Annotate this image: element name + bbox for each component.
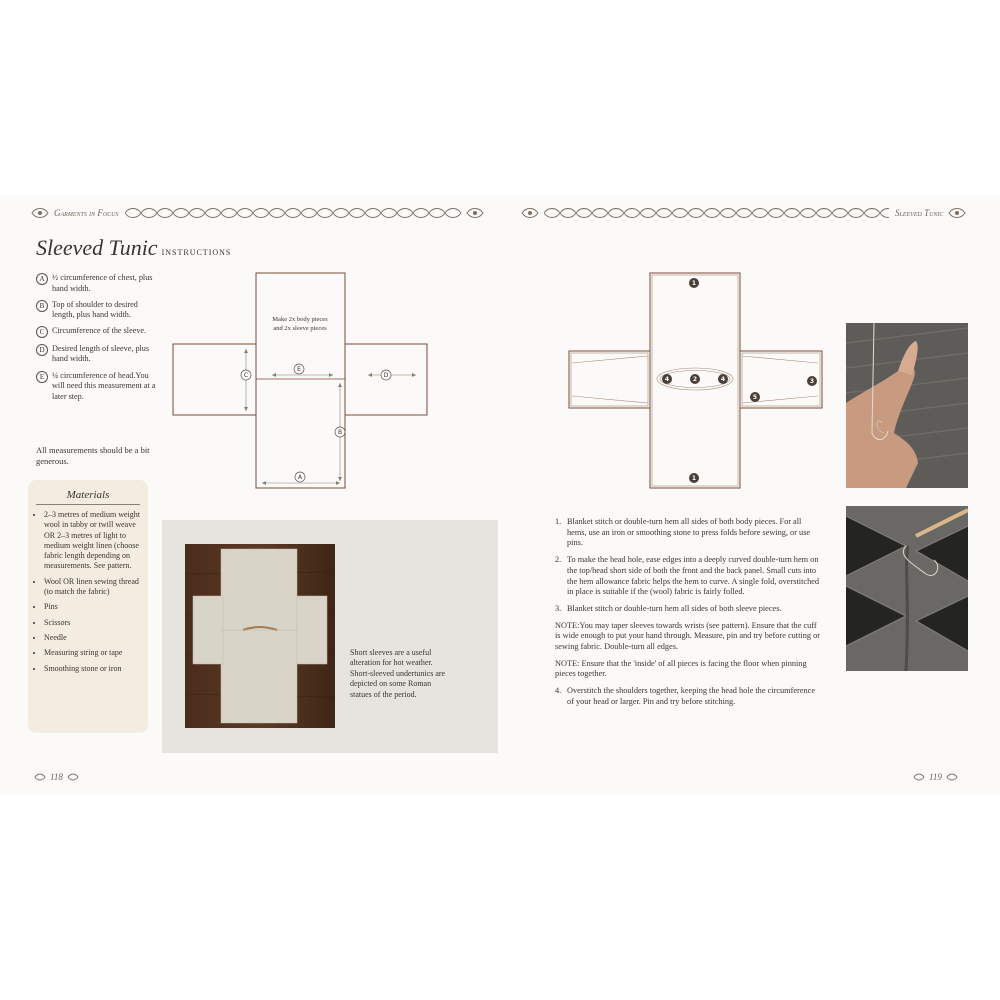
- leaf-ornament-icon: [465, 207, 485, 219]
- tunic-photo: [185, 544, 335, 728]
- left-running-header: [30, 205, 485, 221]
- label-a: A: [297, 474, 303, 481]
- label-e: E: [297, 366, 301, 373]
- step-item: [555, 555, 821, 598]
- right-running-header: [520, 205, 967, 221]
- vine-divider-icon: [125, 207, 465, 219]
- photo-panel: [162, 520, 498, 753]
- leaf-ornament-icon: [34, 773, 46, 781]
- vine-divider-icon: [544, 207, 889, 219]
- legend-text: Circumference of the sleeve.: [52, 326, 147, 336]
- materials-item: • Scissors: [44, 618, 142, 628]
- materials-list: [28, 510, 148, 674]
- step-text: Blanket stitch or double-turn hem all sides of both body pieces. For all hems, use an iron or smoothing stone to press folds before sewing, or use pins.: [567, 517, 811, 548]
- legend-text: ¼ circumference of head.You will need this measurement at a later step.: [52, 370, 156, 401]
- sleeve-note: NOTE:You may taper sleeves towards wrists (see pattern). Ensure that the cuff is wide enough to put your hand through. Measure, pin and try before cutting or sewing fabric. Double-turn all edges.: [555, 620, 820, 652]
- leaf-ornament-icon: [67, 773, 79, 781]
- label-d: D: [383, 372, 389, 379]
- step-number: 4.: [555, 686, 562, 696]
- leaf-ornament-icon: [520, 207, 540, 219]
- step-num-5: 5: [752, 394, 758, 401]
- legend-item: [36, 371, 156, 403]
- materials-item: • Pins: [44, 602, 142, 612]
- materials-item: • Smoothing stone or iron: [44, 664, 142, 674]
- materials-item: • Wool OR linen sewing thread (to match the fabric): [44, 577, 142, 598]
- stitching-photo-bottom: [846, 506, 968, 671]
- legend-item: [36, 273, 156, 294]
- body-piece-outline: [256, 273, 345, 488]
- leaf-ornament-icon: [30, 207, 50, 219]
- right-page: [500, 195, 1000, 795]
- materials-box: [28, 480, 148, 733]
- page-number-text: 119: [929, 772, 942, 782]
- legend-letter: A: [36, 273, 48, 285]
- measurement-legend: [36, 273, 156, 408]
- step-text: Overstitch the shoulders together, keeping the head hole the circumference of your head or larger. Pin and try before stitching.: [567, 686, 816, 706]
- step-num-right4: 4: [720, 376, 726, 383]
- legend-item: [36, 300, 156, 321]
- page-title: [36, 235, 231, 261]
- diagram-note-line1: Make 2x body pieces: [272, 316, 328, 323]
- step-num-bottom: 1: [691, 475, 697, 482]
- leaf-ornament-icon: [913, 773, 925, 781]
- legend-item: [36, 344, 156, 365]
- stitching-photo-top: [846, 323, 968, 488]
- legend-letter: E: [36, 371, 48, 383]
- left-page: [0, 195, 500, 795]
- legend-text: Top of shoulder to desired length, plus hand width.: [52, 299, 138, 320]
- step-number: 1.: [555, 517, 562, 526]
- page-number-text: 118: [50, 772, 63, 782]
- materials-item: • 2–3 metres of medium weight wool in tabby or twill weave OR 2–3 metres of light to medium weight linen (choose fabric length depending on measurements. See pattern.: [44, 510, 142, 572]
- left-page-number: [34, 772, 79, 782]
- step-num-left4: 4: [664, 376, 670, 383]
- title-sub: instructions: [161, 246, 232, 258]
- step-number: 2.: [555, 555, 562, 565]
- legend-letter: D: [36, 344, 48, 356]
- legend-text: ½ circumference of chest, plus hand width.: [52, 273, 153, 293]
- photo-caption: Short sleeves are a useful alteration for hot weather. Short-sleeved undertunics are depicted on some Roman statues of the period.: [350, 648, 446, 699]
- right-page-number: [913, 772, 958, 782]
- legend-text: Desired length of sleeve, plus hand width.: [52, 343, 150, 364]
- leaf-ornament-icon: [947, 207, 967, 219]
- diagram-note-line2: and 2x sleeve pieces: [273, 325, 327, 332]
- step-number: 3.: [555, 603, 562, 613]
- title-main: Sleeved Tunic: [36, 235, 158, 260]
- legend-item: [36, 326, 156, 338]
- right-header-label: Sleeved Tunic: [895, 208, 944, 218]
- inside-note: NOTE: Ensure that the 'inside' of all pieces is facing the floor when pinning pieces together.: [555, 658, 807, 679]
- legend-letter: C: [36, 326, 48, 338]
- step-num-top: 1: [691, 280, 697, 287]
- label-b: B: [337, 429, 343, 436]
- materials-item: • Needle: [44, 633, 142, 643]
- left-header-label: Garments in Focus: [54, 208, 119, 218]
- step-num-center2: 2: [692, 376, 698, 383]
- instruction-steps: [555, 517, 821, 714]
- book-spread: [0, 195, 1000, 795]
- measurement-note: All measurements should be a bit generous.: [36, 445, 150, 466]
- step-item: [555, 686, 821, 707]
- step-text: Blanket stitch or double-turn hem all sides of both sleeve pieces.: [567, 603, 782, 613]
- materials-item: • Measuring string or tape: [44, 648, 142, 658]
- legend-letter: B: [36, 300, 48, 312]
- assembly-diagram: [566, 271, 826, 493]
- leaf-ornament-icon: [946, 773, 958, 781]
- step-num-3: 3: [809, 378, 815, 385]
- pattern-diagram: [170, 271, 432, 493]
- step-text: To make the head hole, ease edges into a deeply curved double-turn hem on the top/head short side of both the front and the back panel. Small cuts into the hem allowance fabric helps the hem to curve. A single fold, overstitched in place is suitable if the (wool) fabric is fairly folled.: [567, 555, 820, 597]
- step-item: [555, 517, 821, 549]
- step-item: [555, 604, 821, 615]
- label-c: C: [243, 372, 249, 379]
- materials-heading: Materials: [36, 489, 140, 505]
